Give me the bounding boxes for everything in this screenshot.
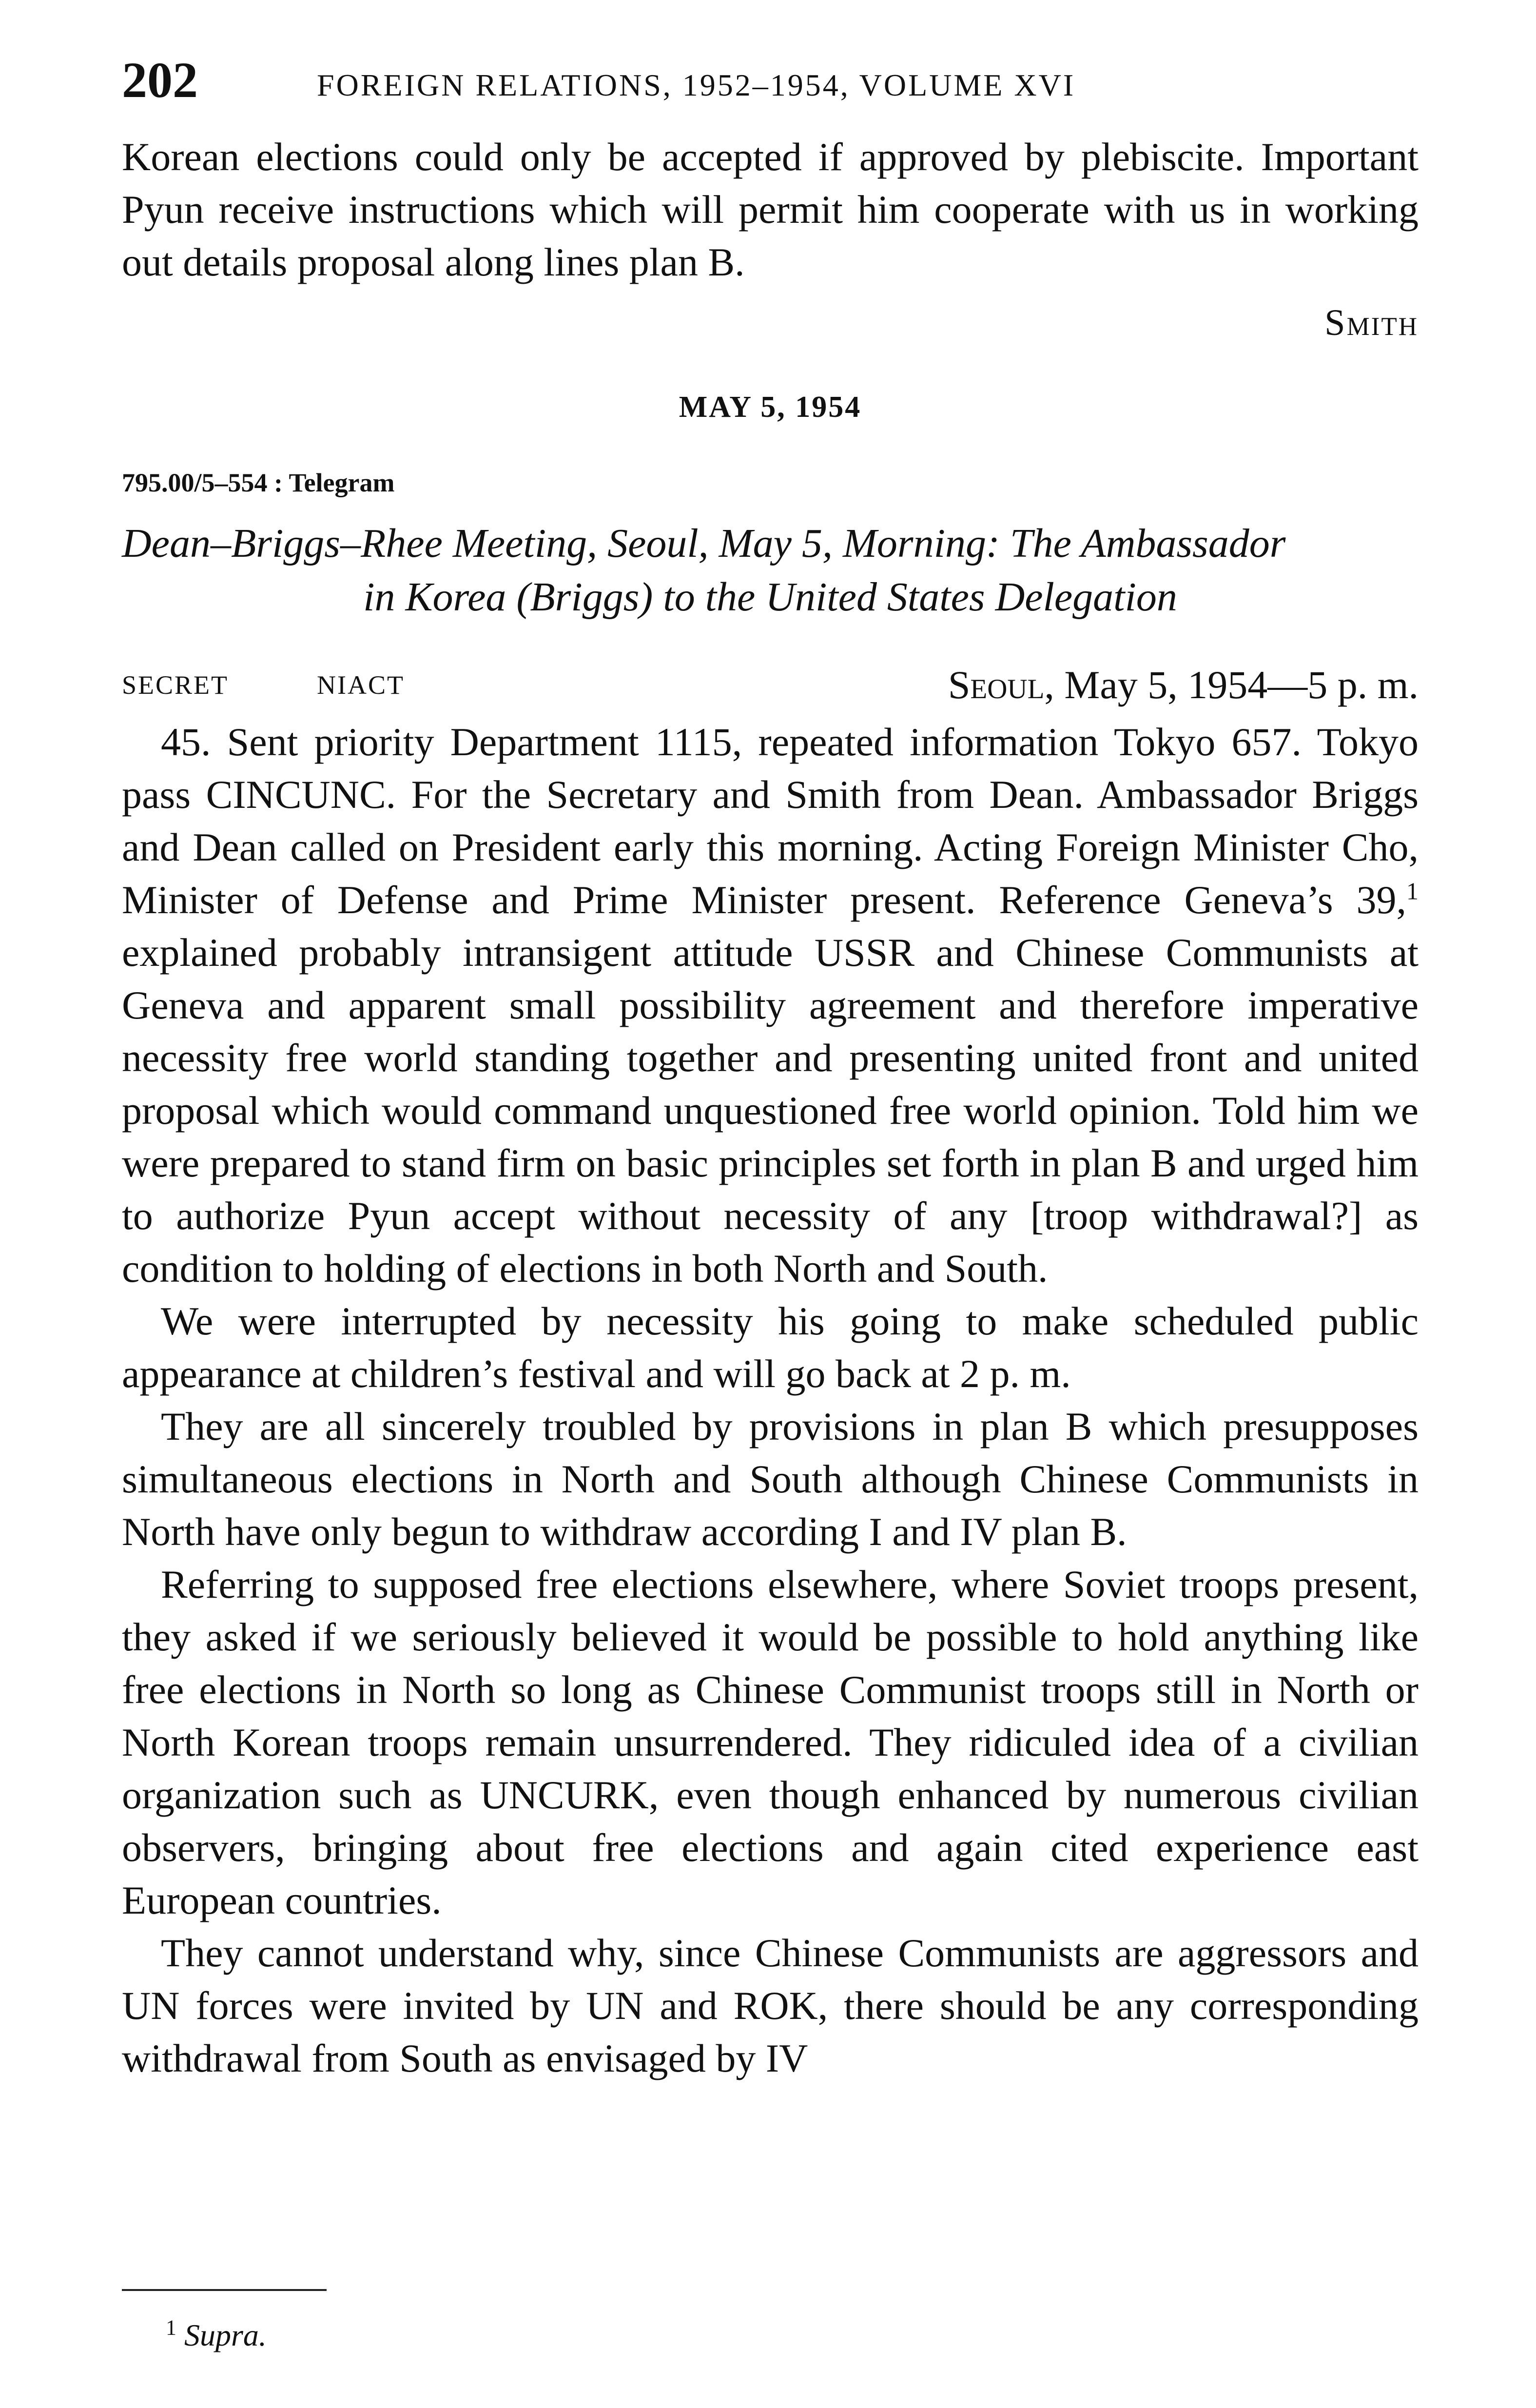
document-title [122,517,1419,624]
priority-badge: NIACT [317,670,405,700]
classification-line [122,661,1419,709]
classification-badge: SECRET [122,670,229,700]
paragraph-3: They are all sincerely troubled by provisions in plan B which presupposes simultaneous elections in North and South although Chinese Communists in North have only begun to withdraw according I and IV plan B. [122,1404,1419,1554]
document-title-line-1: Dean–Briggs–Rhee Meeting, Seoul, May 5, Morning: The Ambassador [122,521,1286,566]
dateline [948,661,1419,709]
footnote-reference: 1 [1406,877,1419,905]
document-title-line-2: in Korea (Briggs) to the United States Delegation [363,574,1177,620]
footnote [166,2313,267,2357]
dateline-place: Seoul, [948,663,1054,707]
paragraph-1 [122,716,1419,1295]
paragraph-1-part-b: explained probably intransigent attitude USSR and Chinese Communists at Geneva and apparent small possibility agreement and therefore imperative necessity free world standing together and presenting united front and united proposal which would command unquestioned free world opinion. Told him we were prepared to stand firm on basic principles set forth in plan B and urged him to authorize Pyun accept without necessity of any [troop withdrawal?] as condition to holding of elections in both North and South. [122,930,1419,1291]
series-title: FOREIGN RELATIONS, 1952–1954, VOLUME XVI [317,68,1076,102]
footnote-mark: 1 [166,2315,176,2340]
footnote-rule [122,2289,327,2291]
footnote-text: Supra. [184,2318,267,2352]
date-heading: MAY 5, 1954 [679,391,862,424]
telegram-body [122,716,1419,2085]
paragraph-1-part-a: 45. Sent priority Department 1115, repeated information Tokyo 657. Tokyo pass CINCUNC. For the Secretary and Smith from Dean. Ambassador Briggs and Dean called on President early this morning. Acting Foreign Minister Cho, Minister of Defense and Prime Minister present. Reference Geneva’s 39, [122,720,1419,922]
file-reference: 795.00/5–554 : Telegram [122,468,395,497]
paragraph-5: They cannot understand why, since Chinese Communists are aggressors and UN forces were invited by UN and ROK, there should be any corresponding withdrawal from South as envisaged by IV [122,1931,1419,2080]
document-page [122,0,1419,2408]
previous-document-closing [122,131,1419,289]
page-number: 202 [122,52,198,108]
closing-paragraph: Korean elections could only be accepted if approved by plebiscite. Important Pyun receive instructions which will permit him cooperate with us in working out details proposal along lines plan B. [122,135,1419,284]
paragraph-4: Referring to supposed free elections elsewhere, where Soviet troops present, they asked if we seriously believed it would be possible to hold anything like free elections in North so long as Chinese Communist troops still in North or North Korean troops remain unsurrendered. They ridiculed idea of a civilian organization such as UNCURK, even though enhanced by numerous civilian observers, bringing about free elections and again cited experience east European countries. [122,1562,1419,1922]
running-head [122,46,1419,115]
dateline-date: May 5, 1954—5 p. m. [1054,663,1419,707]
paragraph-2: We were interrupted by necessity his going to make scheduled public appearance at children’s festival and will go back at 2 p. m. [122,1299,1419,1396]
signature: Smith [1324,302,1419,343]
